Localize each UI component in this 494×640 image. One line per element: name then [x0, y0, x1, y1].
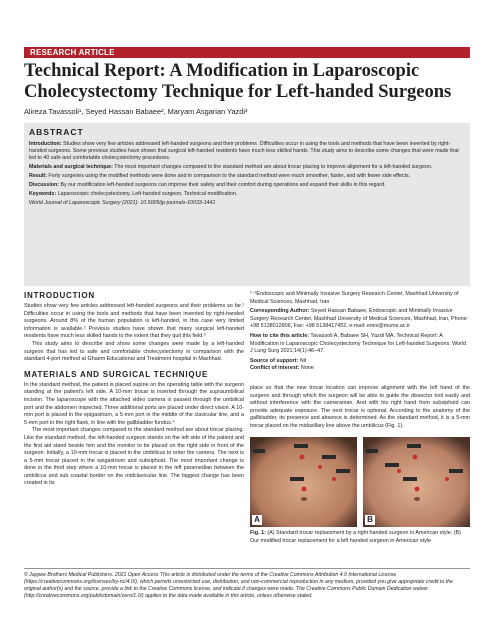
conflict-of-interest-text: None — [299, 365, 314, 372]
license-footer: © Jaypee Brothers Medical Publishers. 2021 Open Access This article is distributed under the terms of the Creative Commons Attribution 4.0 International License (https://creativecommons.org/licenses/by-nc/4.0/), which permits unrestricted use, distribution, and non-commercial reproduction in any medium, provided you give appropriate credit to the original author(s) and the source, provide a link to the Creative Commons license, and indicate if changes were made. The Creative Commons Public Domain Dedication waiver (http://creativecommons.org/publicdomain/zero/1.0/) applies to the data made available in this article, unless otherwise stated. — [24, 572, 454, 599]
abstract-discussion-text: By our modification left-handed surgeons can improve their safety and their comfort during operations and expand their skills in this regard. — [59, 182, 386, 188]
introduction-heading: INTRODUCTION — [24, 291, 95, 300]
materials-paragraph-1: In the standard method, the patient is placed supine on the operating table with the surgeon standing at the patient's left side. A 10-mm trocar is inserted through the supraumbilical incision. The laparoscope with the attached video camera is passed through the umbilical port and the abdomen inspected. Three additional ports are placed under direct vision. A 10-mm port is placed in the epigastrium, a 5-mm port in the middle of the clavicular line, and a 5-mm port in the right flank, in line with the gallbladder fundus.⁴ — [24, 381, 244, 426]
abstract-discussion — [29, 182, 465, 189]
abdomen-photo-a — [250, 437, 357, 527]
abstract-materials-text: The most important changes compared to the standard method are about trocar placing to improve alignment for a left-handed surgeon. — [112, 164, 433, 170]
source-of-support — [250, 358, 470, 366]
conflict-of-interest — [250, 365, 470, 373]
corresponding-author-text: Seyed Hassan Babaee, Endoscopic and Minimally Invasive Surgery Research Center, Mashhad University of Medical Sciences, Mashhad, Iran, Phone: +98 5138012806, Fax: +98 5138417452, e-mail: emis@mums.ac.ir — [250, 308, 469, 330]
corresponding-author-label: Corresponding Author: — [250, 308, 310, 315]
source-of-support-text: Nil — [298, 357, 307, 364]
article-title: Technical Report: A Modification in Laparoscopic Cholecystectomy Technique for Left-handed Surgeons — [24, 61, 452, 102]
introduction-paragraph-2: This study aims to describe and show some changes were made by a left-handed surgeon that has led to safe and comfortable cholecystectomy in comparison with the standard 4-port method at Ghaem Educational and Treatment hospital in Mashhad. — [24, 340, 244, 363]
footer-divider — [24, 568, 470, 569]
affiliation: ¹⁻³Endoscopic and Minimally Invasive Surgery Research Center, Mashhad University of Medical Sciences, Mashhad, Iran — [250, 291, 459, 305]
article-type-label: RESEARCH ARTICLE — [30, 48, 115, 57]
abstract-result-label: Result: — [29, 173, 47, 179]
abstract-intro-label: Introduction: — [29, 141, 62, 147]
abstract-materials-label: Materials and surgical technique: — [29, 164, 113, 170]
abstract-intro-text: Studies show very few articles addressed left-handed surgeons and their problems. Difficulties occur in using the tools and methods that have been invented by right-handed surgeons. Some previous studies have shown that surgical left-handed residents have much less skilled hands. This study aims to describe some changes that were made that led to 40 safe and comfortable cholecystectomy procedures. — [29, 141, 459, 161]
figure-panel-a-label: A — [252, 515, 262, 525]
figure-1-caption — [250, 530, 470, 545]
materials-paragraph-2: The most important changes compared to the standard method are about trocar placing. Like the standard method, the left-handed surgeon stands on the left side of the patient and the first aid stand beside him and the monitor to be placed on the right side in front of the surgeon. Initially, a 10-mm trocar is placed in the umbilicus to enter the camera. The next is a 5-mm trocar placed in the epigastrium and subxiphoid. The most important change is done in the third step where a 10-mm trocar is placed in the left paramedian between the umbilicus and sub coastal border on the midclavicular line. The biggest change has been created in its — [24, 427, 244, 487]
corresponding-author — [250, 308, 470, 331]
source-of-support-label: Source of support: — [250, 357, 299, 364]
abstract-discussion-label: Discussion: — [29, 182, 60, 188]
abstract-keywords — [29, 191, 465, 198]
how-to-cite — [250, 333, 470, 356]
article-type-banner — [24, 47, 470, 58]
figure-panel-b — [363, 437, 470, 527]
left-column — [24, 291, 244, 488]
conflict-of-interest-label: Conflict of interest: — [250, 365, 300, 372]
abstract-result — [29, 173, 465, 180]
figure-panel-b-label: B — [365, 515, 375, 525]
how-to-cite-label: How to cite this article: — [250, 332, 310, 339]
figure-caption-text: (A) Standard trocar replacement by a right handed surgeon in American style. (B) Our modified trocar replacement for a left handed surgeon in American style — [250, 530, 461, 544]
how-to-cite-text: Tavassoli A, Babaee SH, Yazdi MA. Technical Report: A Modification in Laparoscopic Cholecystectomy Technique for Left-handed Surgeons. World J Lung Surg 2021;14(1):46–47. — [250, 332, 467, 355]
abstract-introduction — [29, 141, 465, 162]
author-list: Alireza Tavassoli¹, Seyed Hassan Babaee², Maryam Asgarian Yazdi³ — [24, 107, 248, 116]
abstract-materials — [29, 164, 465, 171]
abstract-keywords-label: Keywords: — [29, 191, 57, 197]
right-column — [250, 291, 470, 431]
figure-1 — [250, 437, 470, 527]
abstract-heading: ABSTRACT — [29, 127, 84, 137]
figure-panel-a — [250, 437, 357, 527]
introduction-paragraph-1: Studies show very few articles addressed left-handed surgeons and their problems so far.¹ Difficulties occur in using the tools and methods that have been invented by right-handed surgeons. Around 8% of the human population is left-handed, in this case very limited information is available.² Previous studies have shown that many surgical left-handed residents have much less skilled hands to the extent that they quit this field.³ — [24, 303, 244, 340]
technique-continuation-paragraph: place so that the new trocar location can improve alignment with the left hand of the surgeon and through which the surgeon will be able to guide the dissector tool easily and without interference with the cameraman. And with his right hand from subxiphoid can provide adequate exposure. The next trocar is optional. According to the anatomy of the gallbladder, its presence and absence is determined. As the standard method, it is a 5-mm trocar placed on the midaxillary line above the umbilicus (Fig. 1). — [250, 384, 470, 429]
materials-heading: MATERIALS AND SURGICAL TECHNIQUE — [24, 369, 209, 379]
abstract-box — [24, 123, 470, 286]
abstract-keywords-text: Laparoscopic cholecystectomy, Left-handed surgeon, Technical modification. — [56, 191, 238, 197]
abstract-result-text: Forty surgeries using the modified methods were done and in comparison to the standard method were much smoother, faster, and with fewer side effects. — [46, 173, 411, 179]
abdomen-photo-b — [363, 437, 470, 527]
figure-caption-label: Fig. 1: — [250, 530, 266, 536]
abstract-citation: World Journal of Laparoscopic Surgery (2021): 10.5005/jp-journals-10033-1441 — [29, 200, 216, 206]
